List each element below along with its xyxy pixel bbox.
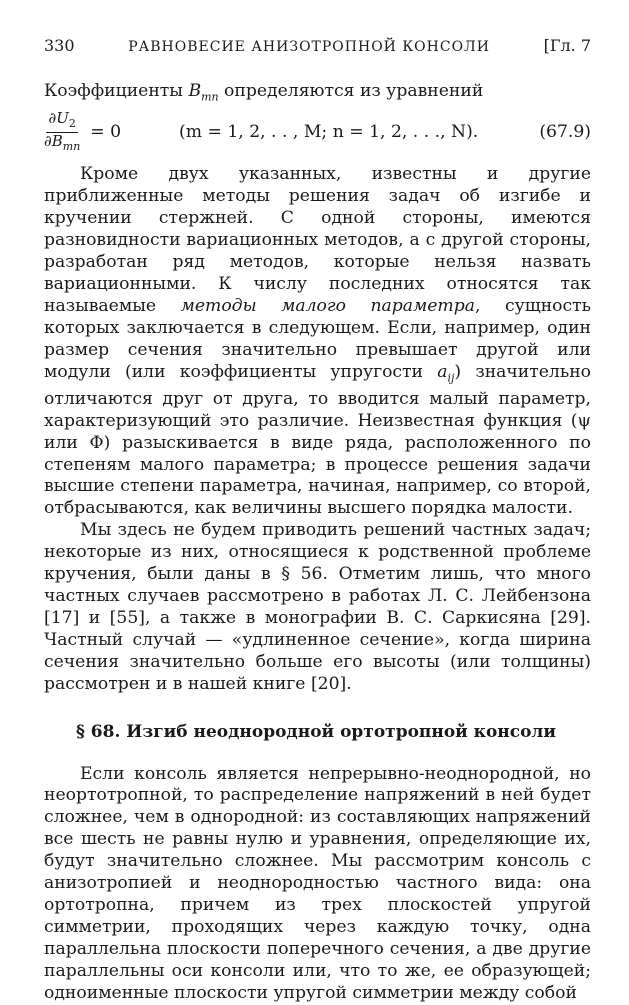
intro-text-before: Коэффициенты (44, 81, 189, 101)
numerator-main: ∂U (48, 108, 69, 127)
equation-67-9 (44, 110, 591, 154)
p1-part3: ) значительно отличаются друг от друга, то вводится малый параметр, характеризующий это различие. Неизвестная функция (ψ или Φ) разыскивается в виде ряда, расположенного по степеням малого параметра; в процессе решения задачи высшие степени параметра, начиная, например, со второй, отбрасываются, как величины высшего порядка малости. (44, 361, 592, 519)
fraction-denominator (44, 133, 80, 155)
numerator-sub: 2 (68, 116, 76, 130)
equation-condition: (m = 1, 2, . . , M; n = 1, 2, . . ., N). (179, 122, 479, 143)
chapter-label: [Гл. 7 (543, 36, 591, 55)
intro-symbol-sub: mn (201, 90, 219, 104)
page-header (44, 36, 591, 55)
equation-lhs (44, 110, 159, 155)
intro-text-after: определяются из уравнений (218, 81, 484, 101)
denominator-main: ∂B (44, 131, 63, 150)
p1-italic-term: методы малого параметра (180, 295, 475, 316)
p1-coef-sub: ij (447, 370, 455, 384)
paragraph-2: Мы здесь не будем приводить решений частных задач; некоторые из них, относящиеся к родственной проблеме кручения, были даны в § 56. Отметим лишь, что много частных случаев рассмотрено в работах Л. С. Лейбензона [17] и [55], а также в монографии В. С. Саркисяна [29]. Частный случай — «удлиненное сечение», когда ширина сечения значительно больше его высоты (или толщины) рассмотрен и в нашей книге [20]. (44, 520, 591, 694)
paragraph-1 (44, 164, 591, 520)
p1-part1: Кроме двух указанных, известны и другие приближенные методы решения задач об изгибе и кручении стержней. С одной стороны, имеются разновидности вариационных методов, а с другой стороны, разработан ряд методов, которые нельзя назвать вариационными. К числу последних относятся так называемые (44, 164, 591, 316)
p1-part2: , сущность которых заключается в следующем. Если, например, один размер сечения значительно превышает другой или модули (или коэффициенты упругости (44, 295, 591, 382)
fraction-numerator (46, 110, 77, 133)
equation-fraction (44, 110, 80, 155)
intro-symbol: B (188, 81, 202, 101)
p1-coef: a (437, 361, 448, 382)
paragraph-3: Если консоль является непрерывно-неоднородной, но неортотропной, то распределение напряжений в ней будет сложнее, чем в однородной: из составляющих напряжений все шесть не равны нулю и уравнения, определяющие их, будут значительно сложнее. Мы рассмотрим консоль с анизотропией и неоднородностью частного вида: она ортотропна, причем из трех плоскостей упругой симметрии, проходящих через каждую точку, одна параллельна плоскости поперечного сечения, а две другие параллельны оси консоли или, что то же, ее образующей; одноименные плоскости упругой симметрии между собой (44, 763, 591, 1003)
running-title: РАВНОВЕСИЕ АНИЗОТРОПНОЙ КОНСОЛИ (128, 39, 490, 55)
section-title: § 68. Изгиб неоднородной ортотропной консоли (76, 721, 557, 742)
equation-number: (67.9) (539, 122, 591, 143)
equation-rhs: = 0 (90, 122, 122, 143)
page-number: 330 (44, 36, 75, 55)
denominator-sub: mn (62, 139, 81, 153)
intro-line (44, 81, 591, 108)
